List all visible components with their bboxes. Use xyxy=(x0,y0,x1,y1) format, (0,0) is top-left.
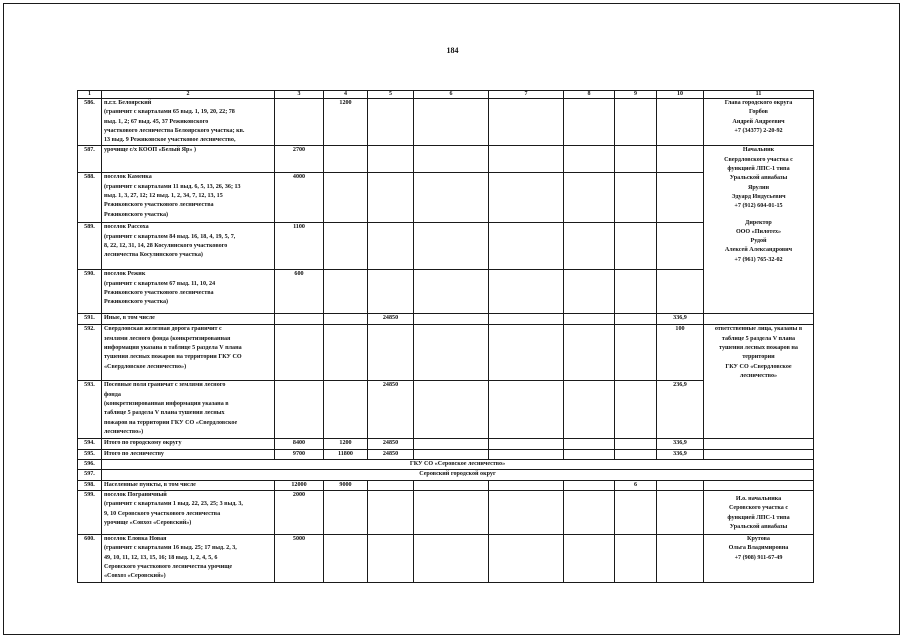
table-row xyxy=(78,173,814,223)
settlement-description: поселок Каменка (граничит с кварталами 11 выд. 6, 5, 13, 26, 36; 13 выд. 1, 3, 27, 12; 12 выд. 1, 2, 34, 7, 12, 13, 15 Режиковского участкового лесничества Режиковского участка) xyxy=(102,173,275,223)
col3-value: 2000 xyxy=(275,490,324,534)
col9-value: 6 xyxy=(615,480,657,490)
page-number: 184 xyxy=(446,46,459,55)
column-header: 11 xyxy=(704,91,814,99)
column-header: 4 xyxy=(324,91,368,99)
table-row xyxy=(78,490,814,534)
column-header: 3 xyxy=(275,91,324,99)
col3-value: 5000 xyxy=(275,534,324,582)
table-row xyxy=(78,99,814,146)
col10-value: 236,9 xyxy=(657,381,704,439)
col10-value: 336,9 xyxy=(657,449,704,459)
col3-value: 12000 xyxy=(275,480,324,490)
col5-value: 24850 xyxy=(368,439,414,449)
column-header: 8 xyxy=(564,91,615,99)
table-row xyxy=(78,314,814,325)
column-header: 2 xyxy=(102,91,275,99)
row-number: 590. xyxy=(78,270,102,314)
column-header: 5 xyxy=(368,91,414,99)
col4-value: 9000 xyxy=(324,480,368,490)
col4-value: 11800 xyxy=(324,449,368,459)
table-row xyxy=(78,480,814,490)
section-row xyxy=(78,470,814,480)
settlement-description: Иные, в том числе xyxy=(102,314,275,325)
settlement-description: Итого по лесничеству xyxy=(102,449,275,459)
contact-cell: Начальник Свердловского участка с функцией ЛПС-1 типа Уральской авиабазы Ярулин Эдуард Индусьевич +7 (912) 604-01-15 Директор ООО «Пилотех» Рудой Алексей Александрович +7 (961) 765-32-02 xyxy=(704,146,814,314)
row-number: 588. xyxy=(78,173,102,223)
column-header: 9 xyxy=(615,91,657,99)
settlement-description: Населенные пункты, в том числе xyxy=(102,480,275,490)
col5-value: 24850 xyxy=(368,314,414,325)
contact-cell: И.о. начальника Серовского участка с функцией ЛПС-1 типа Уральской авиабазы xyxy=(704,490,814,534)
row-number: 598. xyxy=(78,480,102,490)
table-row xyxy=(78,223,814,270)
settlement-description: Посевные поля граничат с землями лесного фонда (конкретизированная информация указана в таблице 5 раздела V плана тушения лесных пожаров на территории ГКУ СО «Свердловское лесничество») xyxy=(102,381,275,439)
table-row xyxy=(78,270,814,314)
col10-value: 336,9 xyxy=(657,314,704,325)
row-number: 591. xyxy=(78,314,102,325)
table-row xyxy=(78,325,814,381)
district-heading: Серовский городской округ xyxy=(102,470,814,480)
col5-value: 24850 xyxy=(368,381,414,439)
row-number: 587. xyxy=(78,146,102,173)
col3-value: 2700 xyxy=(275,146,324,173)
row-number: 594. xyxy=(78,439,102,449)
col4-value: 1200 xyxy=(324,99,368,146)
col10-value: 100 xyxy=(657,325,704,381)
row-number: 596. xyxy=(78,460,102,470)
settlement-description: поселок Рассоха (граничит с кварталом 84 выд. 16, 18, 4, 19, 5, 7, 8, 22, 12, 31, 14, 28 Косулинского участкового лесничества Косулинского участка) xyxy=(102,223,275,270)
settlement-description: Итого по городскому округу xyxy=(102,439,275,449)
col10-value: 336,9 xyxy=(657,439,704,449)
col3-value: 8400 xyxy=(275,439,324,449)
table-row xyxy=(78,146,814,173)
row-number: 593. xyxy=(78,381,102,439)
settlement-description: Свердловская железная дорога граничит с землями лесного фонда (конкретизированная информация указана в таблице 5 раздела V плана тушения лесных пожаров на территории ГКУ СО «Свердловское лесничество») xyxy=(102,325,275,381)
row-number: 599. xyxy=(78,490,102,534)
column-header: 7 xyxy=(489,91,564,99)
settlement-description: поселок Пограничный (граничит с кварталами 1 выд. 22, 23, 25; 3 выд. 3, 9, 10 Серовского участкового лесничества урочище «Совхоз «Серовский») xyxy=(102,490,275,534)
settlement-description: поселок Режик (граничит с кварталом 67 выд. 11, 10, 24 Режиковского участкового лесничества Режиковского участка) xyxy=(102,270,275,314)
row-number: 589. xyxy=(78,223,102,270)
contact-cell: Глава городского округа Горбов Андрей Андреевич +7 (34377) 2-20-92 xyxy=(704,99,814,146)
col3-value: 1100 xyxy=(275,223,324,270)
header-row xyxy=(78,91,814,99)
contact-cell: ответственные лица, указаны в таблице 5 раздела V плана тушения лесных пожаров на территории ГКУ СО «Свердловское лесничество» xyxy=(704,325,814,439)
row-number: 592. xyxy=(78,325,102,381)
settlement-description: урочище с/х КООП «Белый Яр» ) xyxy=(102,146,275,173)
col3-value: 9700 xyxy=(275,449,324,459)
row-number: 600. xyxy=(78,534,102,582)
row-number: 597. xyxy=(78,470,102,480)
forestry-heading: ГКУ СО «Серовское лесничество» xyxy=(102,460,814,470)
row-number: 595. xyxy=(78,449,102,459)
col4-value: 1200 xyxy=(324,439,368,449)
table-row xyxy=(78,534,814,582)
table-row xyxy=(78,439,814,449)
column-header: 6 xyxy=(414,91,489,99)
col5-value: 24850 xyxy=(368,449,414,459)
settlement-description: п.г.т. Белоярский (граничит с кварталами 65 выд. 1, 19, 20, 22; 78 выд. 1, 2; 67 выд. 45, 37 Режиковского участкового лесничества Белоярского участка; кв. 13 выд. 9 Режиковское участковое лесничество, xyxy=(102,99,275,146)
column-header: 1 xyxy=(78,91,102,99)
row-number: 586. xyxy=(78,99,102,146)
contact-cell: Крутова Ольга Владимировна +7 (908) 911-67-49 xyxy=(704,534,814,582)
column-header: 10 xyxy=(657,91,704,99)
section-row xyxy=(78,460,814,470)
col3-value: 4000 xyxy=(275,173,324,223)
fire-plan-table xyxy=(77,90,814,583)
table-row xyxy=(78,449,814,459)
settlement-description: поселок Еловка Новая (граничит с кварталами 16 выд. 25; 17 выд. 2, 3, 49, 10, 11, 12, 13, 15, 16; 18 выд. 1, 2, 4, 5, 6 Серовского участкового лесничества урочище «Совхоз «Серовский») xyxy=(102,534,275,582)
table-row xyxy=(78,381,814,439)
col3-value: 600 xyxy=(275,270,324,314)
